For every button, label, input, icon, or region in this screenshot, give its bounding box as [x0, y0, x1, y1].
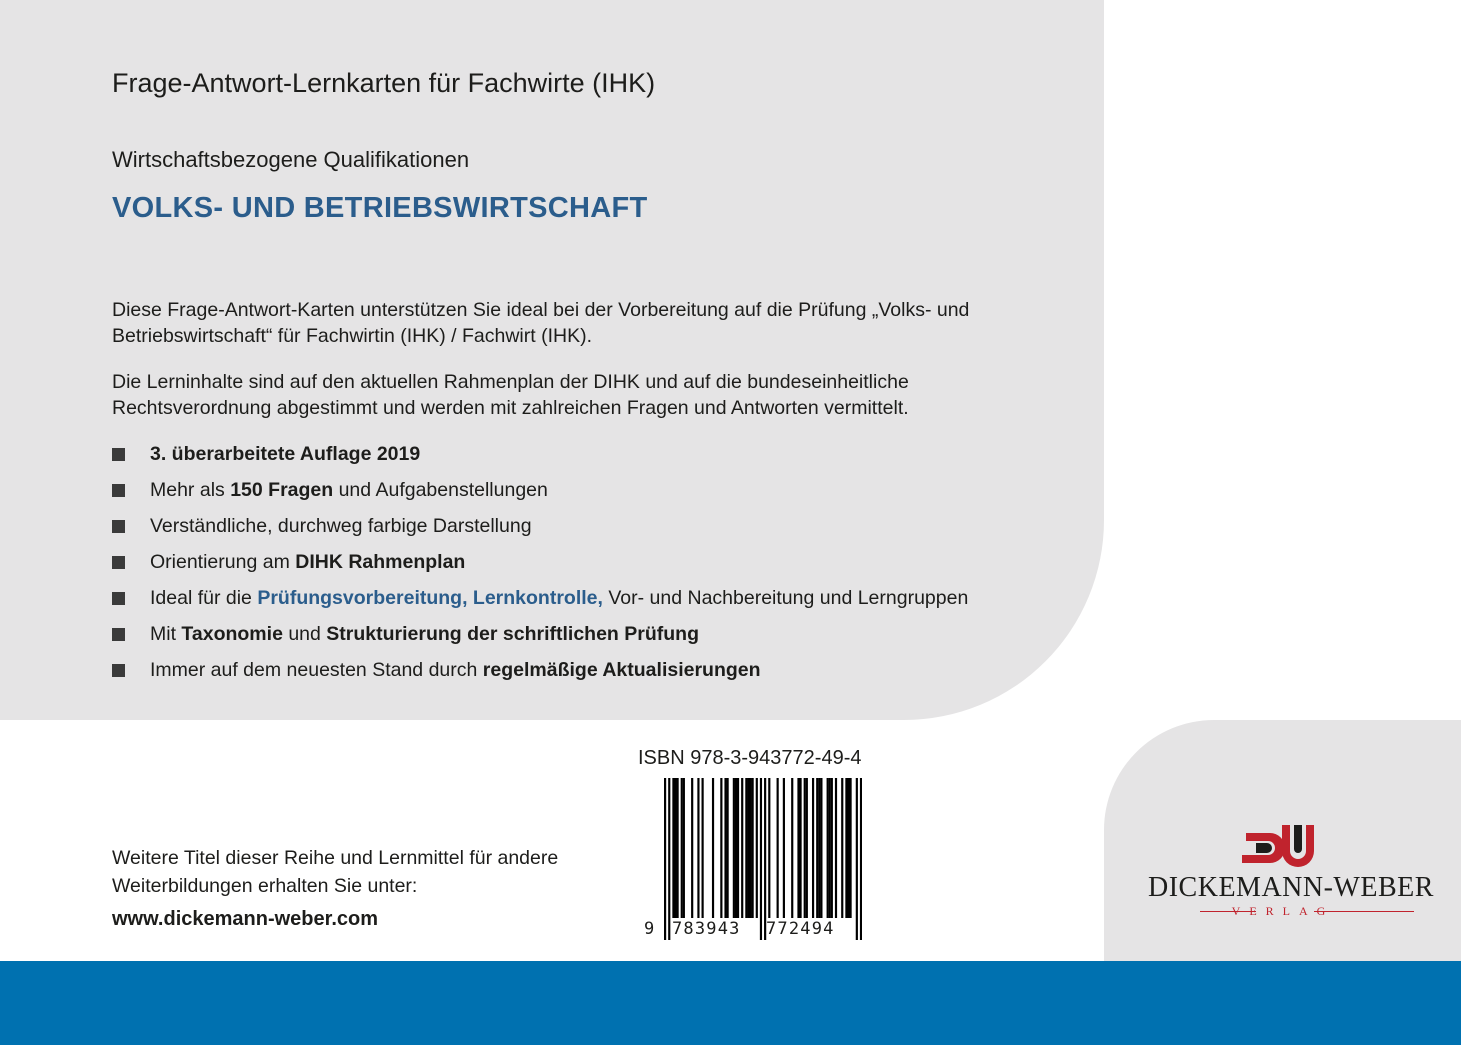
square-bullet-icon: [112, 448, 125, 461]
barcode-digit-first: 9: [644, 919, 656, 939]
website-link[interactable]: www.dickemann-weber.com: [112, 908, 379, 930]
square-bullet-icon: [112, 484, 125, 497]
barcode-bar: [777, 778, 779, 918]
barcode-bar: [812, 778, 814, 918]
barcode-bar: [847, 778, 849, 918]
barcode-bar: [691, 778, 693, 918]
barcode-bar: [749, 778, 751, 918]
barcode-bar: [860, 778, 862, 940]
barcode-bar: [820, 778, 822, 918]
square-bullet-icon: [112, 628, 125, 641]
series-title: Frage-Antwort-Lernkarten für Fachwirte (IHK): [112, 68, 656, 98]
feature-item: Immer auf dem neuesten Stand durch regelmäßige Aktualisierungen: [112, 656, 968, 692]
barcode-bar: [677, 778, 679, 918]
barcode-bar: [829, 778, 831, 918]
barcode-bar: [664, 778, 666, 940]
feature-item: Mehr als 150 Fragen und Aufgabenstellungen: [112, 476, 968, 512]
barcode-bar: [672, 778, 674, 918]
barcode-bar: [856, 778, 858, 940]
bottom-blue-strip: [0, 961, 1461, 1045]
barcode-bar: [745, 778, 747, 918]
publisher-name: DICKEMANN-WEBER: [1148, 872, 1434, 903]
barcode-bar: [816, 778, 818, 918]
barcode-bar: [733, 778, 735, 918]
barcode-bar: [835, 778, 837, 918]
barcode-bar: [747, 778, 749, 918]
barcode-bar: [849, 778, 851, 918]
barcode-bars: [664, 778, 862, 940]
barcode-bar: [752, 778, 754, 918]
barcode-digits-right: 772494: [766, 919, 835, 939]
barcode-bar: [668, 778, 670, 940]
barcode-bar: [737, 778, 739, 918]
barcode-digits-left: 783943: [672, 919, 741, 939]
isbn-label: ISBN 978-3-943772-49-4: [638, 747, 862, 769]
barcode-bar: [735, 778, 737, 918]
barcode: [664, 778, 862, 940]
barcode-bar: [797, 778, 799, 918]
barcode-bar: [845, 778, 847, 918]
barcode-bar: [727, 778, 729, 918]
publisher-logo: [1148, 820, 1434, 920]
barcode-bar: [697, 778, 699, 918]
barcode-bar: [674, 778, 676, 918]
barcode-bar: [760, 778, 762, 940]
square-bullet-icon: [112, 592, 125, 605]
feature-item: Ideal für die Prüfungsvorbereitung, Lernkontrolle, Vor- und Nachbereitung und Lerngruppen: [112, 584, 968, 620]
barcode-bar: [804, 778, 806, 918]
content-paragraph: Die Lerninhalte sind auf den aktuellen Rahmenplan der DIHK und auf die bundeseinheitliche Rechtsverordnung abgestimmt und werden mit zahlreichen Fragen und Antworten vermittelt.: [112, 371, 909, 419]
barcode-bar: [741, 778, 743, 918]
feature-item: Mit Taxonomie und Strukturierung der schriftlichen Prüfung: [112, 620, 968, 656]
dw-logo-icon: [1240, 823, 1334, 871]
barcode-bar: [827, 778, 829, 918]
barcode-bar: [681, 778, 683, 918]
more-titles-text: Weitere Titel dieser Reihe und Lernmittel für andere Weiterbildungen erhalten Sie unter:: [112, 847, 559, 897]
intro-paragraph: Diese Frage-Antwort-Karten unterstützen Sie ideal bei der Vorbereitung auf die Prüfung „Volks- und Betriebswirtschaft“ für Fachwirtin (IHK) / Fachwirt (IHK).: [112, 299, 970, 347]
barcode-bar: [764, 778, 766, 940]
barcode-bar: [768, 778, 770, 918]
barcode-bar: [818, 778, 820, 918]
square-bullet-icon: [112, 520, 125, 533]
barcode-bar: [806, 778, 808, 918]
barcode-bar: [712, 778, 714, 918]
barcode-bar: [783, 778, 785, 918]
barcode-bar: [724, 778, 726, 918]
feature-item: Orientierung am DIHK Rahmenplan: [112, 548, 968, 584]
feature-item: Verständliche, durchweg farbige Darstellung: [112, 512, 968, 548]
barcode-bar: [756, 778, 758, 918]
feature-list: [112, 440, 968, 692]
barcode-bar: [720, 778, 722, 918]
barcode-bar: [791, 778, 793, 918]
barcode-bar: [683, 778, 685, 918]
barcode-bar: [841, 778, 843, 918]
barcode-bar: [831, 778, 833, 918]
barcode-bar: [799, 778, 801, 918]
subtitle: Wirtschaftsbezogene Qualifikationen: [112, 147, 470, 172]
main-title: VOLKS- UND BETRIEBSWIRTSCHAFT: [112, 192, 648, 224]
publisher-sub: VERLAG: [1231, 904, 1335, 918]
barcode-bar: [702, 778, 704, 918]
square-bullet-icon: [112, 664, 125, 677]
square-bullet-icon: [112, 556, 125, 569]
feature-item: 3. überarbeitete Auflage 2019: [112, 440, 968, 476]
